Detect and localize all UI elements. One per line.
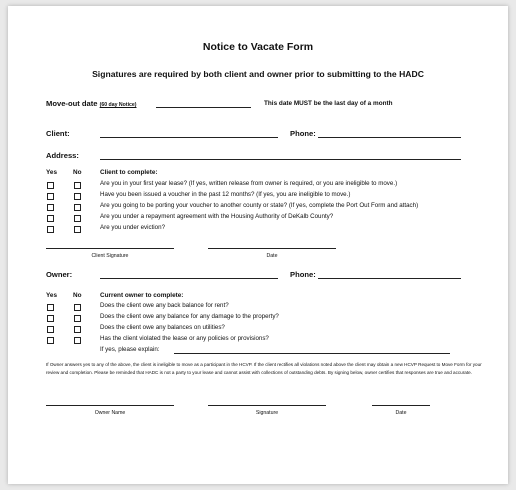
client-question-3: Are you going to be porting your voucher to another county or state? (If yes, complete the Port Out Form and attach) bbox=[100, 202, 419, 209]
owner-signature-caption: Signature bbox=[255, 410, 279, 416]
owner-section-title: Current owner to complete: bbox=[100, 292, 184, 299]
client-yes-header: Yes bbox=[46, 169, 58, 176]
client-q1-yes-checkbox[interactable] bbox=[47, 182, 54, 189]
client-phone-field[interactable] bbox=[318, 137, 461, 138]
client-signature-caption: Client Signature bbox=[91, 253, 129, 259]
move-out-date-label bbox=[46, 99, 137, 108]
client-section-title: Client to complete: bbox=[100, 169, 158, 176]
form-page bbox=[8, 6, 508, 484]
form-title: Notice to Vacate Form bbox=[202, 41, 314, 53]
client-question-1: Are you in your first year lease? (If yes, written release from owner is required, or you are ineligible to move.) bbox=[100, 180, 398, 187]
client-q2-no-checkbox[interactable] bbox=[74, 193, 81, 200]
owner-explain-field[interactable] bbox=[174, 353, 450, 354]
owner-yes-header: Yes bbox=[46, 292, 58, 299]
client-question-4: Are you under a repayment agreement with the Housing Authority of DeKalb County? bbox=[100, 213, 334, 220]
client-date-caption: Date bbox=[266, 253, 278, 259]
owner-no-header: No bbox=[73, 292, 82, 299]
client-q3-no-checkbox[interactable] bbox=[74, 204, 81, 211]
client-q4-no-checkbox[interactable] bbox=[74, 215, 81, 222]
address-label: Address: bbox=[46, 151, 79, 160]
owner-q3-yes-checkbox[interactable] bbox=[47, 326, 54, 333]
client-q3-yes-checkbox[interactable] bbox=[47, 204, 54, 211]
client-q5-no-checkbox[interactable] bbox=[74, 226, 81, 233]
owner-date-field[interactable] bbox=[372, 405, 430, 406]
owner-question-2: Does the client owe any balance for any damage to the property? bbox=[100, 313, 279, 320]
owner-q2-no-checkbox[interactable] bbox=[74, 315, 81, 322]
client-q1-no-checkbox[interactable] bbox=[74, 182, 81, 189]
owner-explain-label: If yes, please explain: bbox=[100, 346, 160, 353]
owner-footnote: If Owner answers yes to any of the above, the client is ineligible to move as a participant in the HCVP. If the client rectifies all violations noted above the client may obtain a new HCVP Request to Move Form for your review and completion. Please be reminded that HADC is not a party to your lease and cannot assist with collections of outstanding debts. By signing below, owner certifies that responses are true and accurate. bbox=[46, 362, 482, 375]
owner-q4-no-checkbox[interactable] bbox=[74, 337, 81, 344]
form-subtitle: Signatures are required by both client and owner prior to submitting to the HADC bbox=[92, 69, 424, 79]
owner-q2-yes-checkbox[interactable] bbox=[47, 315, 54, 322]
client-q2-yes-checkbox[interactable] bbox=[47, 193, 54, 200]
owner-date-caption: Date bbox=[395, 410, 407, 416]
client-question-2: Have you been issued a voucher in the past 12 months? (If yes, you are ineligible to move.) bbox=[100, 191, 351, 198]
owner-phone-label: Phone: bbox=[290, 270, 316, 279]
client-question-5: Are you under eviction? bbox=[100, 224, 166, 231]
move-out-date-field[interactable] bbox=[156, 107, 251, 108]
client-signature-field[interactable] bbox=[46, 248, 174, 249]
notice-period: (60 day Notice) bbox=[99, 102, 137, 108]
owner-label: Owner: bbox=[46, 270, 73, 279]
move-out-note: This date MUST be the last day of a month bbox=[264, 100, 393, 107]
owner-phone-field[interactable] bbox=[318, 278, 461, 279]
owner-name-caption: Owner Name bbox=[94, 410, 126, 416]
client-name-field[interactable] bbox=[100, 137, 278, 138]
owner-question-3: Does the client owe any balances on utilities? bbox=[100, 324, 225, 331]
owner-q3-no-checkbox[interactable] bbox=[74, 326, 81, 333]
client-no-header: No bbox=[73, 169, 82, 176]
owner-signature-field[interactable] bbox=[208, 405, 326, 406]
client-q5-yes-checkbox[interactable] bbox=[47, 226, 54, 233]
owner-name-signature-field[interactable] bbox=[46, 405, 174, 406]
owner-name-field[interactable] bbox=[100, 278, 278, 279]
client-label: Client: bbox=[46, 129, 70, 138]
owner-q4-yes-checkbox[interactable] bbox=[47, 337, 54, 344]
owner-question-4: Has the client violated the lease or any policies or provisions? bbox=[100, 335, 269, 342]
move-out-label-text: Move-out date bbox=[46, 99, 98, 108]
client-phone-label: Phone: bbox=[290, 129, 316, 138]
owner-q1-no-checkbox[interactable] bbox=[74, 304, 81, 311]
owner-q1-yes-checkbox[interactable] bbox=[47, 304, 54, 311]
client-q4-yes-checkbox[interactable] bbox=[47, 215, 54, 222]
address-field[interactable] bbox=[100, 159, 461, 160]
client-date-field[interactable] bbox=[208, 248, 336, 249]
owner-question-1: Does the client owe any back balance for rent? bbox=[100, 302, 229, 309]
